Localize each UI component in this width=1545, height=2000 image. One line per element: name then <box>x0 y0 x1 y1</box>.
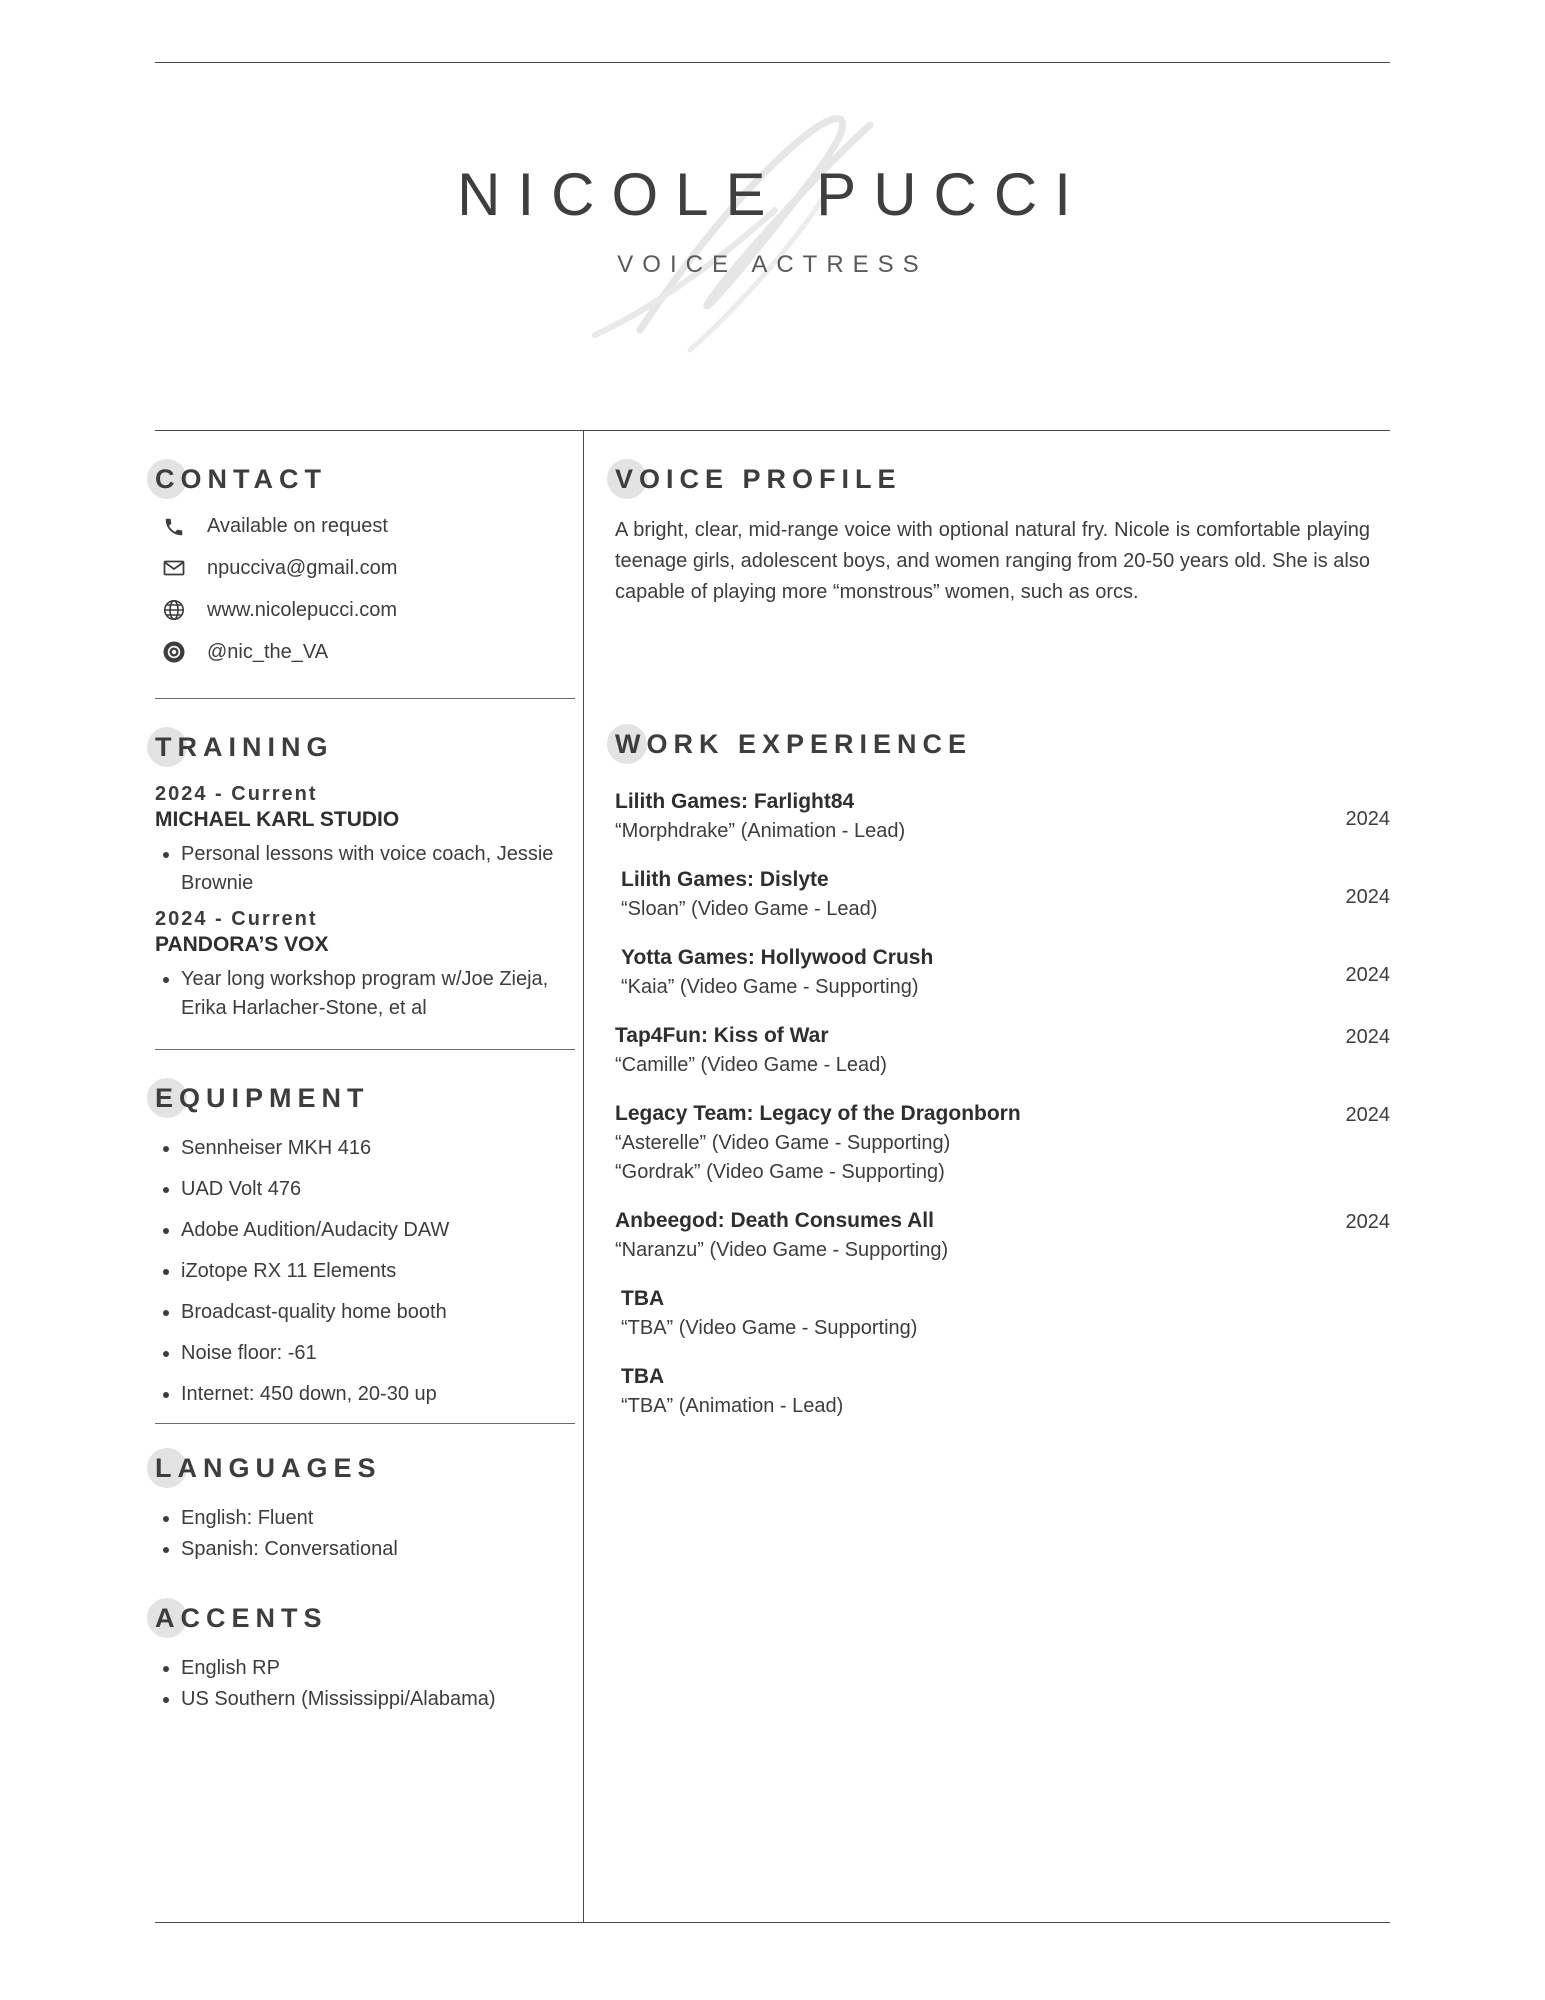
list-item: • Internet: 450 down, 20-30 up <box>181 1380 575 1409</box>
list-item: • iZotope RX 11 Elements <box>181 1257 575 1286</box>
training-entry <box>155 783 575 898</box>
training-bullet-list <box>155 840 575 898</box>
job-entry <box>615 1024 1390 1080</box>
job-role: “TBA” (Video Game - Supporting) <box>621 1317 918 1339</box>
work-experience-heading-label: WORK EXPERIENCE <box>615 728 973 759</box>
header-divider-rule <box>155 430 1390 431</box>
training-entry <box>155 908 575 1023</box>
contact-list <box>155 515 575 664</box>
work-experience-list <box>615 790 1390 1421</box>
job-entry <box>615 790 1390 846</box>
section-heading-training <box>155 723 575 771</box>
training-dates: 2024 - Current <box>155 783 318 805</box>
section-heading-work-experience <box>615 720 1390 768</box>
job-year: 2024 <box>1345 808 1390 830</box>
job-title: Legacy Team: Legacy of the Dragonborn <box>615 1102 1021 1125</box>
job-entry <box>615 868 1390 924</box>
voice-profile-text: A bright, clear, mid-range voice with optional natural fry. Nicole is comfortable playing teenage girls, adolescent boys, and women ranging from 20-50 years old. She is also capable of playing more “monstrous” women, such as orcs. <box>615 519 1370 603</box>
contact-row-website[interactable] <box>155 598 575 622</box>
contact-heading-label: CONTACT <box>155 463 327 494</box>
training-school: MICHAEL KARL STUDIO <box>155 808 400 831</box>
envelope-icon <box>155 556 193 580</box>
training-school: PANDORA’S VOX <box>155 933 329 956</box>
phone-icon <box>155 516 193 538</box>
bottom-rule <box>155 1922 1390 1923</box>
job-entry <box>615 1102 1390 1187</box>
job-year: 2024 <box>1345 886 1390 908</box>
job-title: Yotta Games: Hollywood Crush <box>621 946 934 969</box>
list-item: • Year long workshop program w/Joe Zieja, Erika Harlacher-Stone, et al <box>181 965 575 1023</box>
voice-profile-heading-label: VOICE PROFILE <box>615 463 902 494</box>
training-dates: 2024 - Current <box>155 908 318 930</box>
contact-row-email[interactable] <box>155 556 575 580</box>
job-title: TBA <box>621 1365 665 1388</box>
job-entry <box>615 1365 1390 1421</box>
list-item: • Sennheiser MKH 416 <box>181 1134 575 1163</box>
list-item: • Personal lessons with voice coach, Jessie Brownie <box>181 840 575 898</box>
job-role: “Gordrak” (Video Game - Supporting) <box>615 1161 945 1183</box>
column-divider-rule <box>583 430 584 1922</box>
training-bullet-list <box>155 965 575 1023</box>
section-heading-languages <box>155 1444 575 1492</box>
equipment-list <box>155 1134 575 1409</box>
list-item: • Adobe Audition/Audacity DAW <box>181 1216 575 1245</box>
left-divider-after-training <box>155 1049 575 1050</box>
job-role: “Naranzu” (Video Game - Supporting) <box>615 1239 949 1261</box>
training-heading-label: TRAINING <box>155 731 334 762</box>
header <box>0 160 1545 279</box>
globe-icon <box>155 598 193 622</box>
contact-instagram-text: @nic_the_VA <box>207 640 329 663</box>
job-year: 2024 <box>1345 1026 1390 1048</box>
list-item: • Noise floor: -61 <box>181 1339 575 1368</box>
list-item: • Spanish: Conversational <box>181 1535 575 1564</box>
right-column <box>615 455 1390 1443</box>
job-year: 2024 <box>1345 964 1390 986</box>
list-item: • UAD Volt 476 <box>181 1175 575 1204</box>
page-title: NICOLE PUCCI <box>457 161 1088 228</box>
contact-phone-text: Available on request <box>207 515 388 537</box>
left-divider-after-contact <box>155 698 575 699</box>
job-year: 2024 <box>1345 1104 1390 1126</box>
contact-website-text: www.nicolepucci.com <box>207 598 398 621</box>
list-item: • English: Fluent <box>181 1504 575 1533</box>
job-entry <box>615 1209 1390 1265</box>
section-heading-voice-profile <box>615 455 1390 503</box>
instagram-icon <box>155 640 193 664</box>
job-entry <box>615 946 1390 1002</box>
job-role: “Asterelle” (Video Game - Supporting) <box>615 1132 951 1154</box>
job-title: Anbeegod: Death Consumes All <box>615 1209 934 1232</box>
section-heading-contact <box>155 455 575 503</box>
job-year: 2024 <box>1345 1211 1390 1233</box>
left-divider-after-equipment <box>155 1423 575 1424</box>
job-title: Lilith Games: Farlight84 <box>615 790 855 813</box>
equipment-heading-label: EQUIPMENT <box>155 1082 370 1113</box>
job-title: TBA <box>621 1287 665 1310</box>
job-role: “Sloan” (Video Game - Lead) <box>621 898 878 920</box>
job-role: “Kaia” (Video Game - Supporting) <box>621 976 919 998</box>
job-title: Lilith Games: Dislyte <box>621 868 829 891</box>
contact-row-phone <box>155 515 575 538</box>
languages-list <box>155 1504 575 1564</box>
left-column <box>155 455 575 1724</box>
job-entry <box>615 1287 1390 1343</box>
job-role: “Camille” (Video Game - Lead) <box>615 1054 887 1076</box>
contact-email-text: npucciva@gmail.com <box>207 556 398 579</box>
list-item: • Broadcast-quality home booth <box>181 1298 575 1327</box>
list-item: • English RP <box>181 1654 575 1683</box>
contact-row-instagram[interactable] <box>155 640 575 664</box>
job-title: Tap4Fun: Kiss of War <box>615 1024 829 1047</box>
list-item: • US Southern (Mississippi/Alabama) <box>181 1685 575 1714</box>
top-rule <box>155 62 1390 63</box>
languages-heading-label: LANGUAGES <box>155 1452 382 1483</box>
accents-heading-label: ACCENTS <box>155 1602 328 1633</box>
page-subtitle: VOICE ACTRESS <box>617 251 928 278</box>
job-role: “Morphdrake” (Animation - Lead) <box>615 820 906 842</box>
accents-list <box>155 1654 575 1714</box>
job-role: “TBA” (Animation - Lead) <box>621 1395 844 1417</box>
section-heading-accents <box>155 1594 575 1642</box>
section-heading-equipment <box>155 1074 575 1122</box>
